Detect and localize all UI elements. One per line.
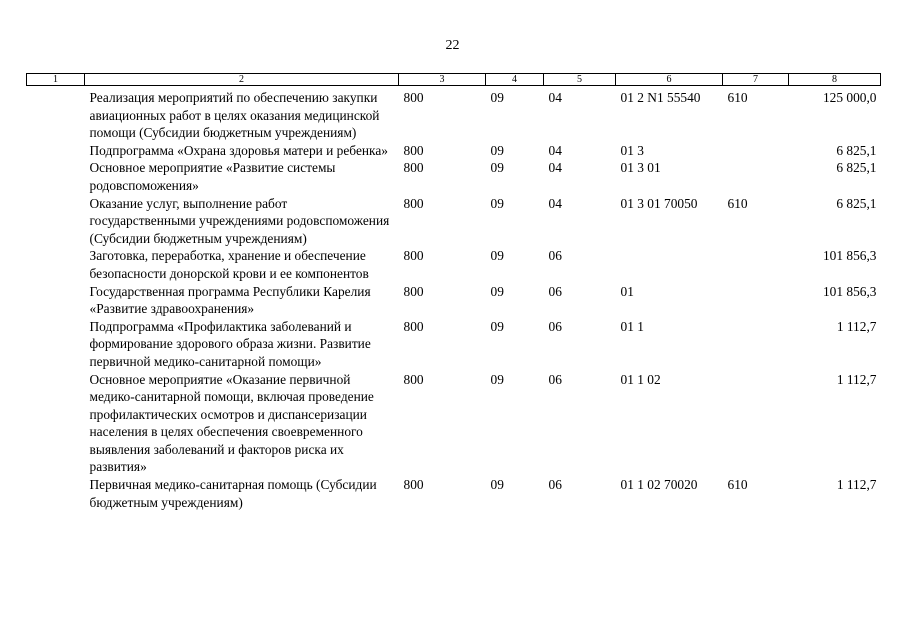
cell-description: Оказание услуг, выполнение работ государственными учреждениями родовспоможения (Субсидии бюджетным учреждениям) xyxy=(89,195,390,246)
cell-amount: 101 856,3 xyxy=(822,248,877,264)
cell-amount: 1 112,7 xyxy=(836,477,877,493)
cell-amount: 6 825,1 xyxy=(836,160,877,176)
cell-ministry: 800 xyxy=(403,90,424,105)
cell-description: Заготовка, переработка, хранение и обеспечение безопасности донорской крови и ее компонентов xyxy=(89,248,369,281)
table-row xyxy=(27,86,881,142)
cell-target: 01 1 xyxy=(620,318,644,334)
cell-amount: 125 000,0 xyxy=(822,90,877,105)
cell-section: 09 xyxy=(490,318,504,334)
cell-section: 09 xyxy=(490,90,504,105)
cell-number xyxy=(27,159,85,194)
header-col-3: 3 xyxy=(399,74,486,86)
cell-subsection: 06 xyxy=(548,248,562,264)
cell-subsection: 04 xyxy=(548,142,562,158)
cell-ministry: 800 xyxy=(403,142,424,158)
cell-subsection: 06 xyxy=(548,283,562,299)
cell-target: 01 xyxy=(620,283,634,299)
cell-amount: 1 112,7 xyxy=(836,318,877,334)
table-body xyxy=(27,86,881,512)
cell-ministry: 800 xyxy=(403,195,424,211)
cell-expense-type xyxy=(723,159,789,194)
cell-amount: 1 112,7 xyxy=(836,371,877,387)
cell-number xyxy=(27,371,85,477)
cell-subsection: 06 xyxy=(548,318,562,334)
cell-section: 09 xyxy=(490,142,504,158)
cell-amount: 6 825,1 xyxy=(836,142,877,158)
cell-ministry: 800 xyxy=(403,477,424,493)
table-row xyxy=(27,247,881,282)
cell-subsection: 04 xyxy=(548,195,562,211)
cell-section: 09 xyxy=(490,371,504,387)
cell-expense-type xyxy=(723,371,789,477)
header-col-6: 6 xyxy=(616,74,723,86)
header-col-7: 7 xyxy=(723,74,789,86)
cell-amount: 6 825,1 xyxy=(836,195,877,211)
cell-number xyxy=(27,195,85,248)
cell-expense-type: 610 xyxy=(727,195,748,211)
table-row xyxy=(27,318,881,371)
table-row xyxy=(27,371,881,477)
header-col-4: 4 xyxy=(486,74,544,86)
header-row xyxy=(27,74,881,86)
cell-section: 09 xyxy=(490,160,504,176)
header-col-1: 1 xyxy=(27,74,85,86)
cell-subsection: 04 xyxy=(548,160,562,176)
cell-number xyxy=(27,247,85,282)
cell-expense-type xyxy=(723,247,789,282)
cell-description: Подпрограмма «Охрана здоровья матери и ребенка» xyxy=(89,142,388,158)
cell-ministry: 800 xyxy=(403,160,424,176)
cell-description: Основное мероприятие «Развитие системы родовспоможения» xyxy=(89,160,336,193)
cell-ministry: 800 xyxy=(403,248,424,264)
cell-target xyxy=(616,247,723,282)
table-row xyxy=(27,476,881,511)
cell-subsection: 06 xyxy=(548,371,562,387)
cell-ministry: 800 xyxy=(403,371,424,387)
cell-expense-type xyxy=(723,318,789,371)
cell-subsection: 04 xyxy=(548,90,562,105)
page-number: 22 xyxy=(445,38,460,53)
cell-section: 09 xyxy=(490,195,504,211)
cell-description: Первичная медико-санитарная помощь (Субсидии бюджетным учреждениям) xyxy=(89,477,377,510)
cell-ministry: 800 xyxy=(403,283,424,299)
budget-table xyxy=(26,73,881,511)
header-col-5: 5 xyxy=(544,74,616,86)
cell-ministry: 800 xyxy=(403,318,424,334)
cell-expense-type xyxy=(723,283,789,318)
cell-description: Основное мероприятие «Оказание первичной медико-санитарной помощи, включая проведение профилактических осмотров и диспансеризации населения в целях обеспечения своевременного выявления заболеваний и факторов риска их развития» xyxy=(89,371,374,475)
cell-target: 01 1 02 xyxy=(620,371,661,387)
cell-description: Государственная программа Республики Карелия «Развитие здравоохранения» xyxy=(89,283,371,317)
cell-section: 09 xyxy=(490,477,504,493)
header-col-2: 2 xyxy=(85,74,399,86)
header-col-8: 8 xyxy=(789,74,881,86)
cell-description: Реализация мероприятий по обеспечению закупки авиационных работ в целях оказания медицинской помощи (Субсидии бюджетным учреждениям) xyxy=(89,90,380,141)
cell-expense-type: 610 xyxy=(727,477,748,493)
cell-number xyxy=(27,476,85,511)
cell-target: 01 3 01 70050 xyxy=(620,195,698,211)
cell-target: 01 1 02 70020 xyxy=(620,477,698,493)
cell-section: 09 xyxy=(490,248,504,264)
table-row xyxy=(27,142,881,160)
cell-subsection: 06 xyxy=(548,477,562,493)
cell-number xyxy=(27,318,85,371)
cell-number xyxy=(27,142,85,160)
cell-target: 01 3 xyxy=(620,142,644,158)
cell-section: 09 xyxy=(490,283,504,299)
cell-expense-type xyxy=(723,142,789,160)
table-row xyxy=(27,159,881,194)
table-row xyxy=(27,195,881,248)
cell-amount: 101 856,3 xyxy=(822,283,877,299)
cell-expense-type: 610 xyxy=(727,90,748,105)
cell-target: 01 2 N1 55540 xyxy=(620,90,701,105)
cell-number xyxy=(27,86,85,142)
cell-description: Подпрограмма «Профилактика заболеваний и формирование здорового образа жизни. Развитие первичной медико-санитарной помощи» xyxy=(89,318,371,369)
table-row xyxy=(27,283,881,318)
cell-number xyxy=(27,283,85,318)
cell-target: 01 3 01 xyxy=(620,160,661,176)
